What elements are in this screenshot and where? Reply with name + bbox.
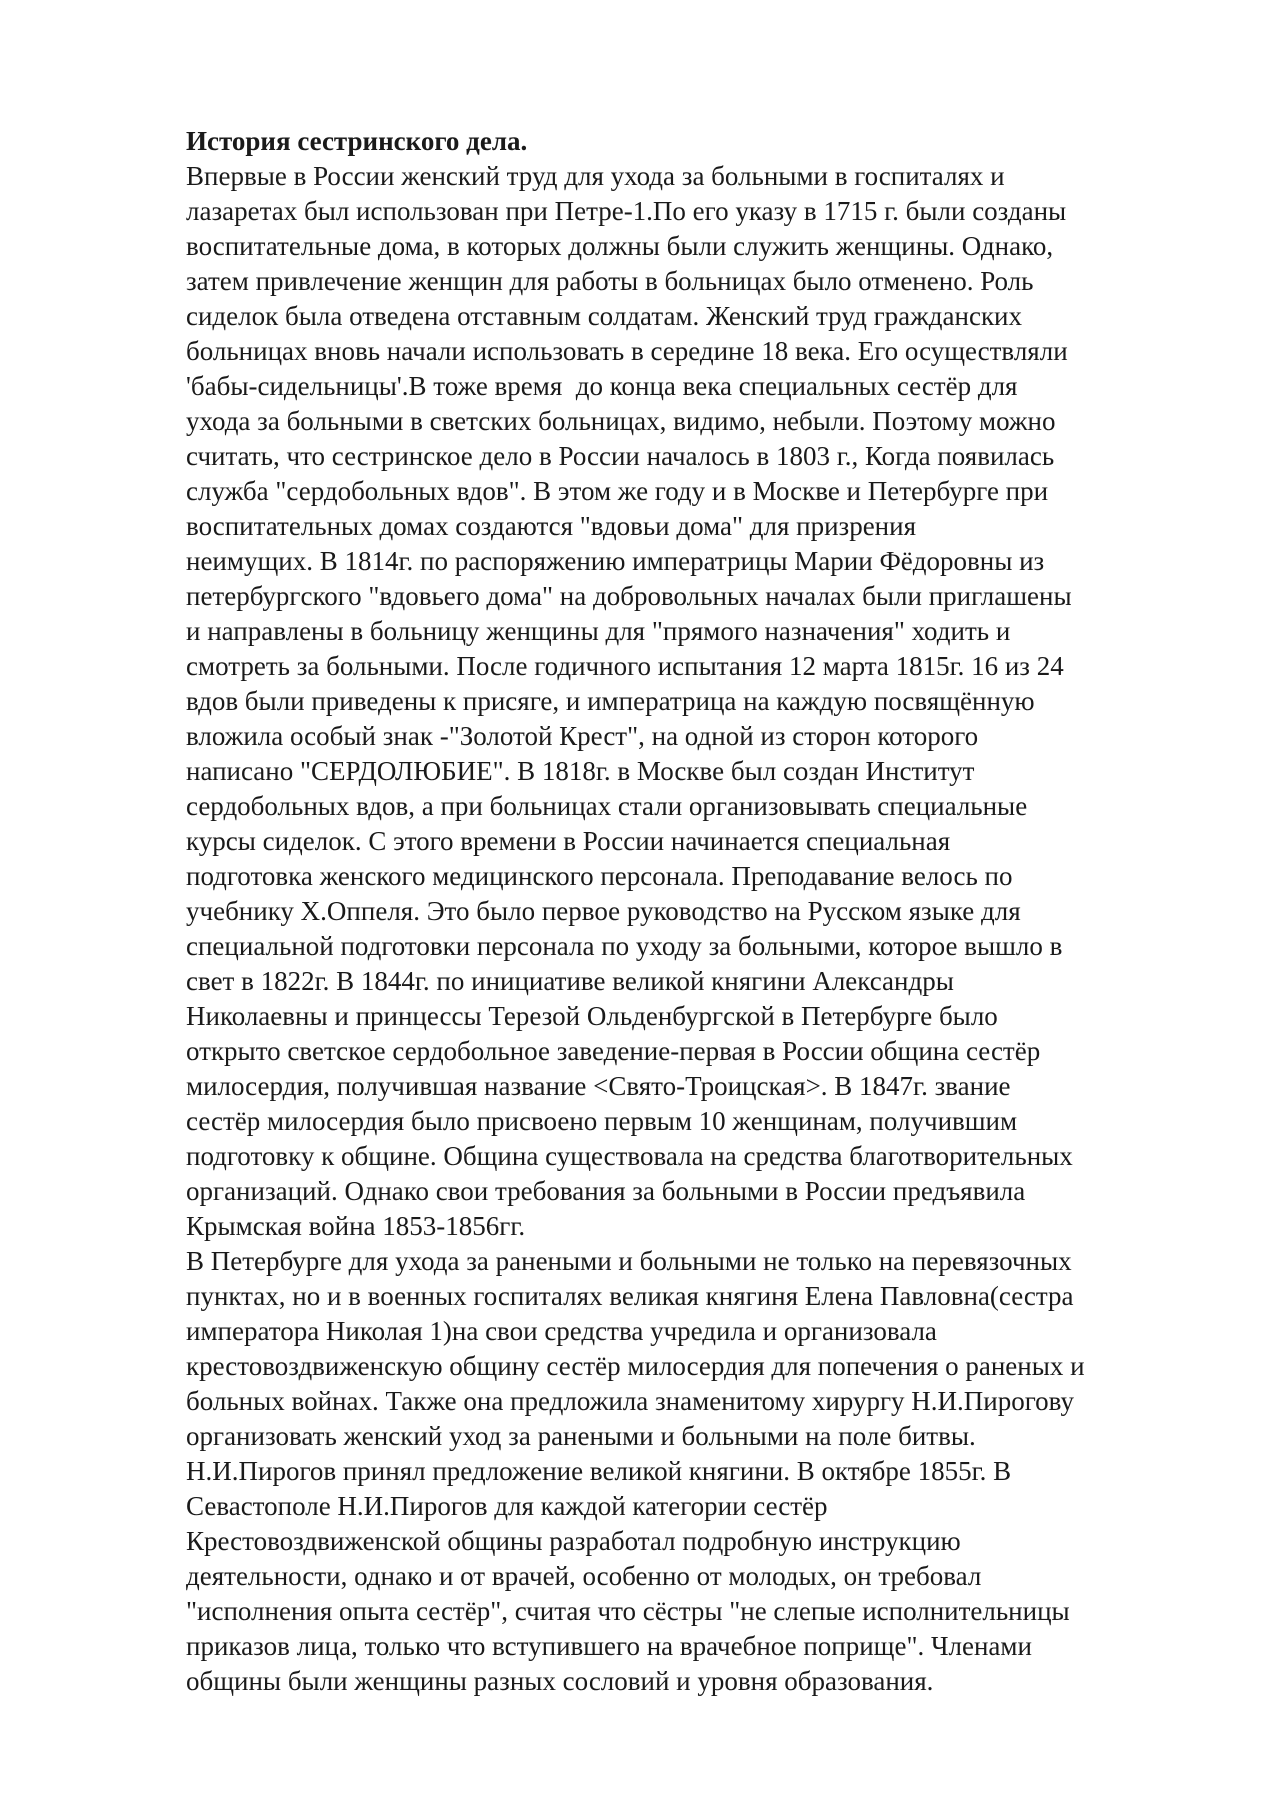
text-line: Крестовоздвиженской общины разработал подробную инструкцию [186, 1526, 961, 1556]
text-line: организовать женский уход за ранеными и больными на поле битвы. [186, 1421, 976, 1451]
text-line: милосердия, получившая название <Свято-Троицская>. В 1847г. звание [186, 1071, 1011, 1101]
text-line: написано "СЕРДОЛЮБИЕ". В 1818г. в Москве был создан Институт [186, 756, 975, 786]
text-line: смотреть за больными. После годичного испытания 12 марта 1815г. 16 из 24 [186, 651, 1064, 681]
text-line: приказов лица, только что вступившего на врачебное поприще". Членами [186, 1631, 1032, 1661]
text-line: пунктах, но и в военных госпиталях великая княгиня Елена Павловна(сестра [186, 1281, 1074, 1311]
text-line: Николаевны и принцессы Терезой Ольденбургской в Петербурге было [186, 1001, 998, 1031]
text-line: подготовка женского медицинского персонала. Преподавание велось по [186, 861, 1013, 891]
text-line: свет в 1822г. В 1844г. по инициативе великой княгини Александры [186, 966, 954, 996]
text-line: и направлены в больницу женщины для "прямого назначения" ходить и [186, 616, 1011, 646]
text-line: деятельности, однако и от врачей, особенно от молодых, он требовал [186, 1561, 982, 1591]
text-line: ухода за больными в светских больницах, видимо, небыли. Поэтому можно [186, 406, 1056, 436]
text-line: сестёр милосердия было присвоено первым 10 женщинам, получившим [186, 1106, 1018, 1136]
text-line: 'бабы-сидельницы'.В тоже время до конца века специальных сестёр для [186, 371, 1018, 401]
text-line: сиделок была отведена отставным солдатам. Женский труд гражданских [186, 301, 1023, 331]
text-line: петербургского "вдовьего дома" на добровольных началах были приглашены [186, 581, 1072, 611]
text-line: воспитательные дома, в которых должны были служить женщины. Однако, [186, 231, 1054, 261]
text-line: Н.И.Пирогов принял предложение великой княгини. В октябре 1855г. В [186, 1456, 1012, 1486]
text-line: вложила особый знак -"Золотой Крест", на одной из сторон которого [186, 721, 979, 751]
text-line: неимущих. В 1814г. по распоряжению императрицы Марии Фёдоровны из [186, 546, 1045, 576]
text-line: организаций. Однако свои требования за больными в России предъявила [186, 1176, 1026, 1206]
text-line: открыто светское сердобольное заведение-первая в России община сестёр [186, 1036, 1041, 1066]
text-line: Впервые в России женский труд для ухода за больными в госпиталях и [186, 161, 1005, 191]
text-line: Крымская война 1853-1856гг. [186, 1211, 526, 1241]
text-line: подготовку к общине. Община существовала на средства благотворительных [186, 1141, 1073, 1171]
text-line: сердобольных вдов, а при больницах стали организовывать специальные [186, 791, 1028, 821]
document-title: История сестринского дела. [186, 126, 528, 156]
document-body [186, 124, 1202, 1699]
text-line: больных войнах. Также она предложила знаменитому хирургу Н.И.Пирогову [186, 1386, 1074, 1416]
text-line: считать, что сестринское дело в России началось в 1803 г., Когда появилась [186, 441, 1055, 471]
text-line: императора Николая 1)на свои средства учредила и организовала [186, 1316, 937, 1346]
text-line: служба "сердобольных вдов". В этом же году и в Москве и Петербурге при [186, 476, 1049, 506]
text-line: лазаретах был использован при Петре-1.По его указу в 1715 г. были созданы [186, 196, 1067, 226]
text-line: специальной подготовки персонала по уходу за больными, которое вышло в [186, 931, 1063, 961]
text-line: больницах вновь начали использовать в середине 18 века. Его осуществляли [186, 336, 1068, 366]
text-line: Севастополе Н.И.Пирогов для каждой категории сестёр [186, 1491, 828, 1521]
text-line: учебнику Х.Оппеля. Это было первое руководство на Русском языке для [186, 896, 1021, 926]
text-line: "исполнения опыта сестёр", считая что сёстры "не слепые исполнительницы [186, 1596, 1070, 1626]
text-line: курсы сиделок. С этого времени в России начинается специальная [186, 826, 951, 856]
text-line: вдов были приведены к присяге, и императрица на каждую посвящённую [186, 686, 1035, 716]
document-text [186, 159, 1202, 1699]
text-line: затем привлечение женщин для работы в больницах было отменено. Роль [186, 266, 1034, 296]
text-line: крестовоздвиженскую общину сестёр милосердия для попечения о раненых и [186, 1351, 1085, 1381]
text-line: воспитательных домах создаются "вдовьи дома" для призрения [186, 511, 917, 541]
text-line: В Петербурге для ухода за ранеными и больными не только на перевязочных [186, 1246, 1072, 1276]
text-line: общины были женщины разных сословий и уровня образования. [186, 1666, 934, 1696]
